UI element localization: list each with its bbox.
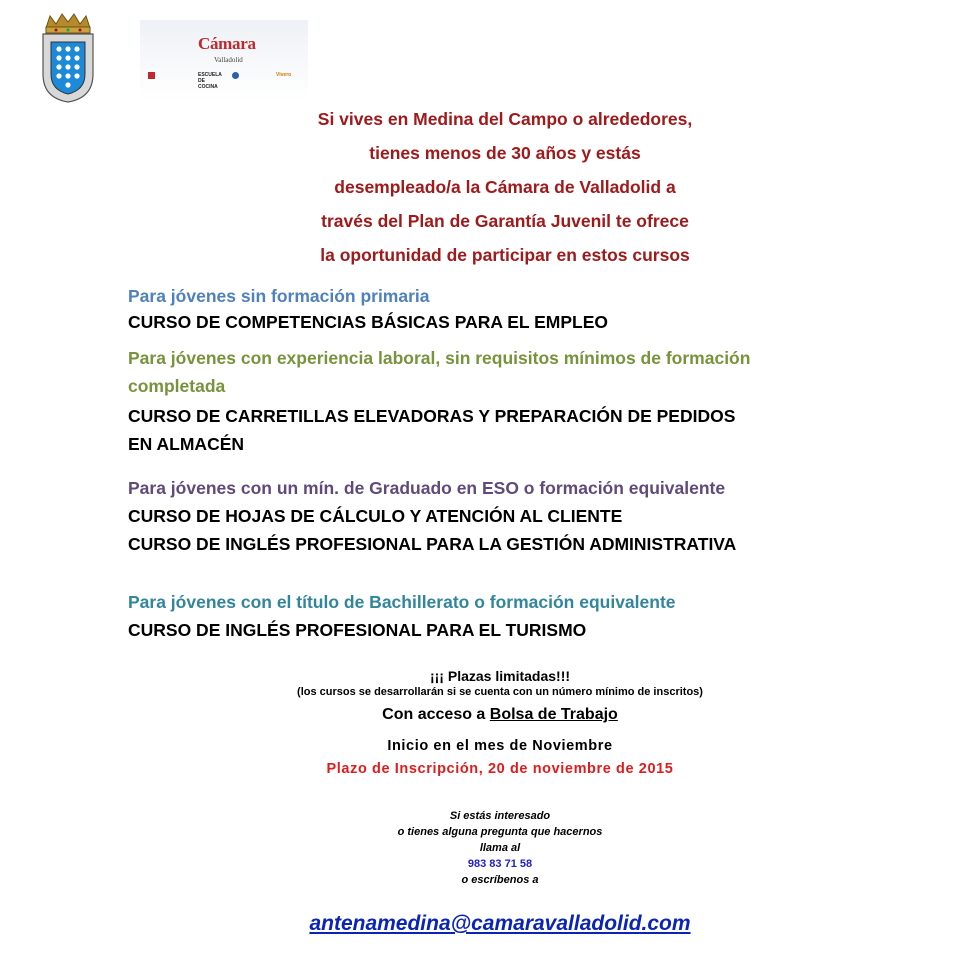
start-date-text: Inicio en el mes de Noviembre — [387, 738, 613, 754]
course-title: CURSO DE HOJAS DE CÁLCULO Y ATENCIÓN AL CLIENTE — [128, 506, 623, 526]
section-title-eso: Para jóvenes con un mín. de Graduado en ESO o formación equivalente — [128, 478, 726, 498]
coat-of-arms-icon — [40, 12, 96, 104]
intro-text — [200, 102, 810, 272]
course-title: CURSO DE CARRETILLAS ELEVADORAS Y PREPARACIÓN DE PEDIDOS EN ALMACÉN — [128, 406, 736, 454]
section-title-bachillerato: Para jóvenes con el título de Bachillerato o formación equivalente — [128, 592, 676, 612]
course-title: CURSO DE INGLÉS PROFESIONAL PARA LA GESTIÓN ADMINISTRATIVA — [128, 534, 737, 554]
logo-subtitle: Valladolid — [214, 56, 243, 64]
camara-logo — [140, 20, 308, 100]
section-title-experience: Para jóvenes con experiencia laboral, sin requisitos mínimos de formación completada — [128, 348, 751, 396]
sponsor-logo-2: ESCUELA DE COCINA — [198, 72, 222, 90]
intro-line: tienes menos de 30 años y estás — [369, 143, 641, 163]
limited-places-text: ¡¡¡ Plazas limitadas!!! — [429, 668, 571, 684]
intro-line: desempleado/a la Cámara de Valladolid a — [334, 177, 676, 197]
course-title: CURSO DE COMPETENCIAS BÁSICAS PARA EL EMPLEO — [128, 312, 609, 332]
intro-line: Si vives en Medina del Campo o alrededores, — [317, 109, 693, 129]
acceso-prefix: Con acceso a — [382, 706, 490, 723]
contact-line: Si estás interesado — [449, 810, 551, 822]
course-title: CURSO DE INGLÉS PROFESIONAL PARA EL TURISMO — [128, 620, 587, 640]
registration-deadline: Plazo de Inscripción, 20 de noviembre de 2015 — [326, 761, 674, 777]
contact-line: llama al — [479, 842, 521, 854]
contact-block — [0, 808, 960, 888]
minimum-enrollment-note: (los cursos se desarrollarán si se cuenta con un número mínimo de inscritos) — [297, 686, 703, 698]
email-link[interactable]: antenamedina@camaravalladolid.com — [309, 912, 691, 935]
contact-line: o tienes alguna pregunta que hacernos — [397, 826, 603, 838]
phone-number: 983 83 71 58 — [467, 858, 533, 870]
intro-line: través del Plan de Garantía Juvenil te ofrece — [321, 211, 689, 231]
logo-title: Cámara — [198, 34, 256, 53]
sponsor-logo-4: Vivero — [276, 72, 292, 78]
sponsor-logo-3 — [232, 72, 268, 90]
intro-line: la oportunidad de participar en estos cursos — [320, 245, 690, 265]
section-title-primary: Para jóvenes sin formación primaria — [128, 286, 430, 306]
contact-line: o escríbenos a — [461, 874, 539, 886]
sponsor-logo-1 — [148, 72, 192, 90]
job-board-access — [0, 706, 960, 724]
job-board-label: Bolsa de Trabajo — [489, 706, 618, 723]
